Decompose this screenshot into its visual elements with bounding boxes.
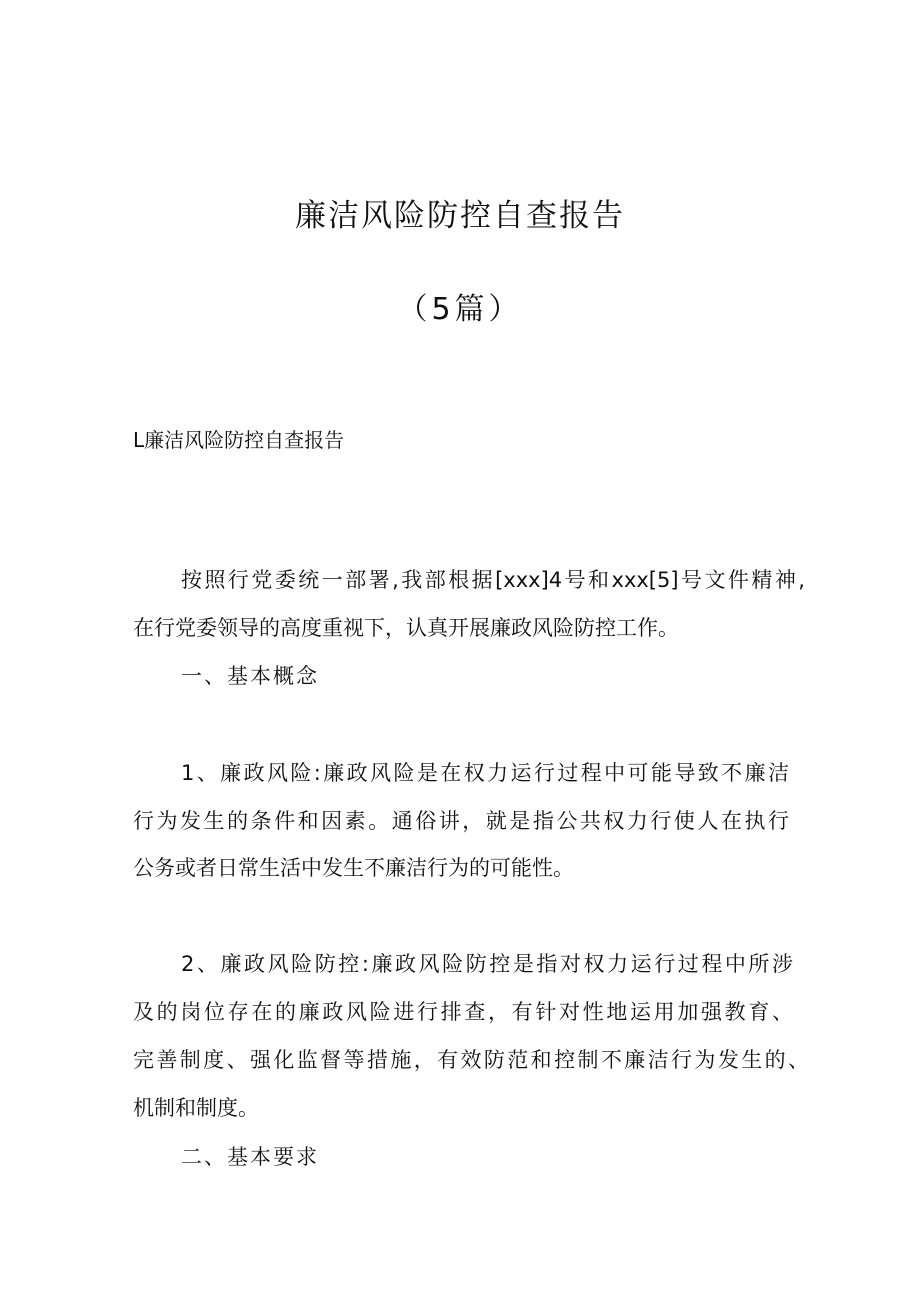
concept1-line-1: 1、廉政风险:廉政风险是在权力运行过程中可能导致不廉洁 xyxy=(181,761,789,785)
document-title: 廉洁风险防控自查报告 xyxy=(295,198,625,234)
intro-line-1: 按照行党委统一部署,我部根据[xxx]4号和xxx[5]号文件精神, xyxy=(181,568,805,592)
concept2-line-1: 2、廉政风险防控:廉政风险防控是指对权力运行过程中所涉 xyxy=(181,952,793,976)
concept2-line-3: 完善制度、强化监督等措施，有效防范和控制不廉洁行为发生的、 xyxy=(133,1048,809,1072)
concept1-line-2: 行为发生的条件和因素。通俗讲，就是指公共权力行使人在执行 xyxy=(133,809,789,833)
concept2-line-2: 及的岗位存在的廉政风险进行排查，有针对性地运用加强教育、 xyxy=(133,1000,793,1024)
item-heading: L廉洁风险防控自查报告 xyxy=(133,428,345,452)
document-subtitle: （5篇） xyxy=(397,292,523,327)
concept1-line-3: 公务或者日常生活中发生不廉洁行为的可能性。 xyxy=(133,856,574,880)
section-heading-basic-requirements: 二、基本要求 xyxy=(181,1145,319,1169)
concept2-line-4: 机制和制度。 xyxy=(133,1096,259,1120)
section-heading-basic-concepts: 一、基本概念 xyxy=(181,664,319,688)
intro-line-2: 在行党委领导的高度重视下，认真开展廉政风险防控工作。 xyxy=(133,616,679,640)
